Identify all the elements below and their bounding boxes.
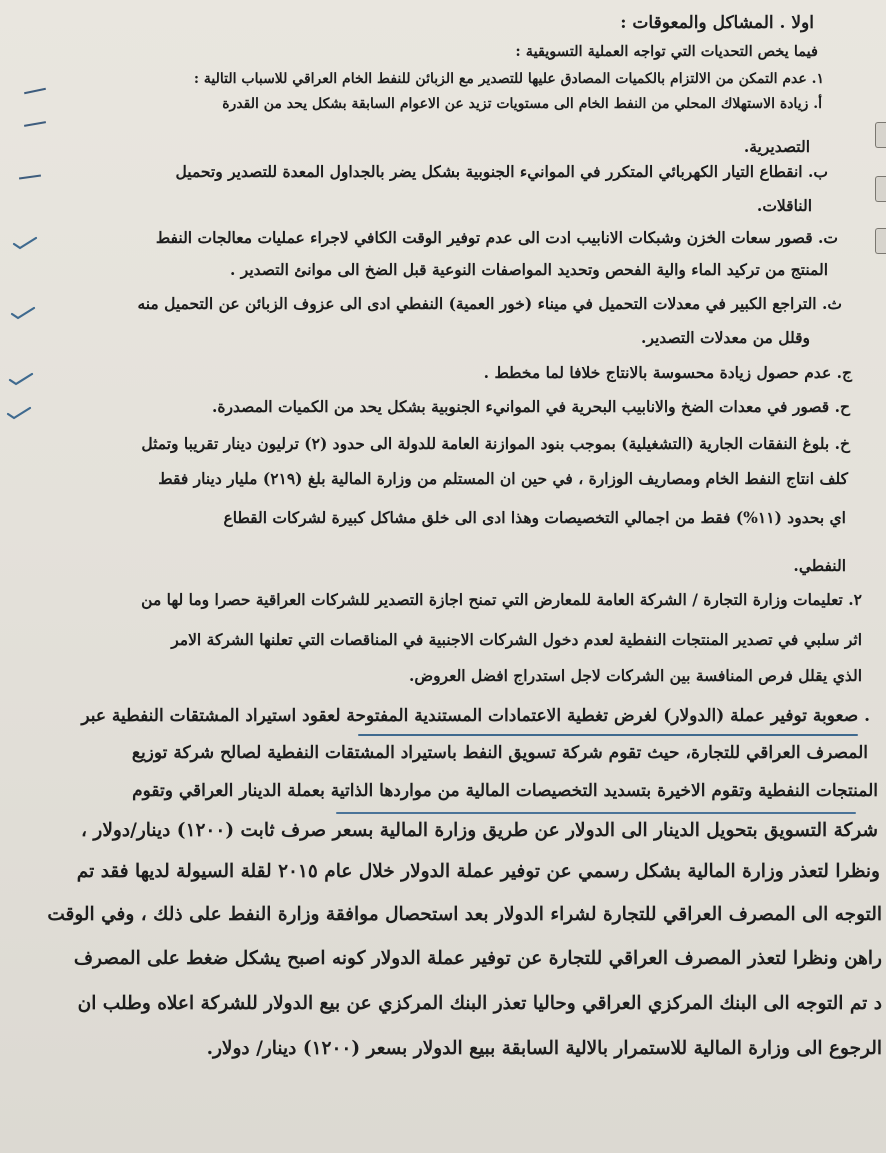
text-line: الذي يقلل فرص المنافسة بين الشركات لاجل استدراج افضل العروض. — [408, 666, 862, 685]
text-line: المنتج من تركيد الماء والية الفحص وتحديد المواصفات النوعية قبل الضخ الى موانئ التصدير . — [229, 260, 828, 279]
text-line: التوجه الى المصرف العراقي للتجارة لشراء الدولار بعد استحصال موافقة وزارة النفط على ذلك ، وفي الوقت — [47, 904, 882, 925]
binder-tab — [875, 176, 886, 202]
binder-tab — [875, 228, 886, 254]
check-mark-icon — [10, 306, 36, 320]
text-line: اي بحدود (١١%) فقط من اجمالي التخصيصات وهذا ادى الى خلق مشاكل كبيرة لشركات القطاع — [223, 508, 846, 527]
ink-underline — [358, 734, 858, 736]
ink-underline — [336, 812, 856, 814]
text-line: كلف انتاج النفط الخام ومصاريف الوزارة ، في حين ان المستلم من وزارة المالية بلغ (٢١٩) مليار دينار فقط — [158, 469, 848, 488]
text-line: ح. قصور في معدات الضخ والانابيب البحرية في الموانيء الجنوبية بشكل يحد من الكميات المصدرة. — [212, 397, 850, 416]
text-line: وقلل من معدلات التصدير. — [641, 328, 810, 347]
binder-tab — [875, 122, 886, 148]
text-line: اثر سلبي في تصدير المنتجات النفطية لعدم دخول الشركات الاجنبية في المناقصات التي تعلنها الشركة الامر — [171, 630, 862, 649]
text-line: ٢. تعليمات وزارة التجارة / الشركة العامة للمعارض التي تمنح اجازة التصدير للشركات العراقية حصرا وما لها من — [141, 590, 862, 609]
text-line: المصرف العراقي للتجارة، حيث تقوم شركة تسويق النفط باستيراد المشتقات النفطية لصالح شركة توزيع — [131, 743, 868, 763]
margin-mark — [24, 88, 46, 95]
margin-mark — [24, 121, 46, 127]
text-line: أ. زيادة الاستهلاك المحلي من النفط الخام الى مستويات تزيد عن الاعوام السابقة بشكل يحد من القدرة — [222, 96, 822, 112]
text-line: الرجوع الى وزارة المالية للاستمرار بالالية السابقة ببيع الدولار بسعر (١٢٠٠) دينار/ دولار. — [206, 1038, 882, 1059]
text-line: شركة التسويق بتحويل الدينار الى الدولار عن طريق وزارة المالية بسعر صرف ثابت (١٢٠٠) دينار/دولار ، — [81, 820, 878, 841]
check-mark-icon — [8, 372, 34, 386]
text-line: النفطي. — [793, 556, 846, 575]
text-line: الناقلات. — [756, 196, 812, 215]
text-line: التصديرية. — [743, 137, 810, 156]
text-line: ونظرا لتعذر وزارة المالية بشكل رسمي عن توفير عملة الدولار خلال عام ٢٠١٥ لقلة السيولة لديها فقد تم — [76, 861, 880, 882]
margin-mark — [19, 174, 41, 179]
text-line: راهن ونظرا لتعذر المصرف العراقي للتجارة عن توفير عملة الدولار كونه اصبح يشكل ضغط على المصرف — [73, 948, 882, 969]
text-line: ب. انقطاع التيار الكهربائي المتكرر في الموانيء الجنوبية بشكل يضر بالجداول المعدة للتصدير وتحميل — [175, 162, 828, 181]
text-line: ج. عدم حصول زيادة محسوسة بالانتاج خلافا لما مخطط . — [483, 363, 852, 382]
check-mark-icon — [6, 406, 32, 420]
check-mark-icon — [12, 236, 38, 250]
text-line: ث. التراجع الكبير في معدلات التحميل في ميناء (خور العمية) النفطي ادى الى عزوف الزبائن عن التحميل منه — [137, 294, 842, 313]
text-line: . صعوبة توفير عملة (الدولار) لغرض تغطية الاعتمادات المستندية المفتوحة لعقود استيراد المشتقات النفطية عبر — [81, 706, 870, 726]
text-line: د تم التوجه الى البنك المركزي العراقي وحاليا تعذر البنك المركزي عن بيع الدولار للشركة اعلاه وطلب ان — [77, 993, 882, 1014]
text-line: خ. بلوغ النفقات الجارية (التشغيلية) بموجب بنود الموازنة العامة للدولة الى حدود (٢) ترليون دينار تقريبا وتمثل — [141, 434, 850, 453]
section-heading: اولا . المشاكل والمعوقات : — [620, 13, 814, 33]
text-line: فيما يخص التحديات التي تواجه العملية التسويقية : — [515, 43, 818, 60]
text-line: المنتجات النفطية وتقوم الاخيرة بتسديد التخصيصات المالية من مواردها الذاتية بعملة الدينار العراقي وتقوم — [132, 781, 878, 801]
text-line: ت. قصور سعات الخزن وشبكات الانابيب ادت الى عدم توفير الوقت الكافي لاجراء عمليات معالجات النفط — [155, 228, 838, 247]
text-line: ١. عدم التمكن من الالتزام بالكميات المصادق عليها للتصدير مع الزبائن للنفط الخام العراقي للاسباب التالية : — [193, 71, 824, 87]
